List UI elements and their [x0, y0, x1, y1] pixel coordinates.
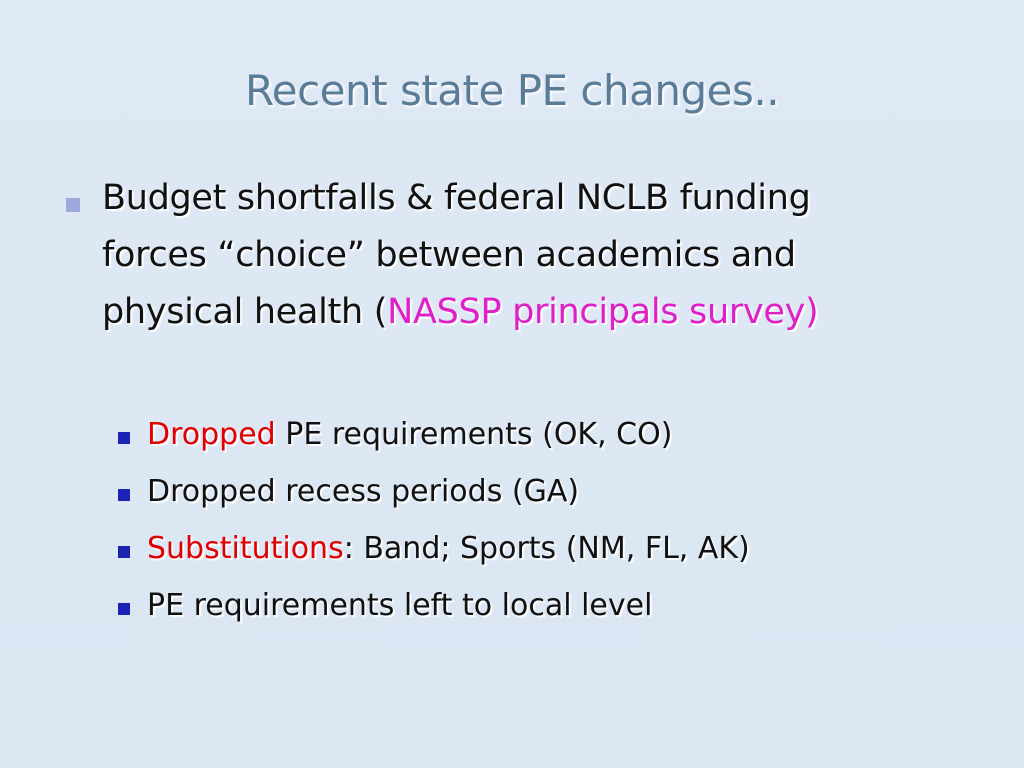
- sub-square-bullet-icon: [118, 432, 130, 444]
- main-bullet-line-1: Budget shortfalls & federal NCLB funding: [102, 178, 811, 218]
- sub-bullet-item-substitutions: [118, 522, 978, 579]
- sub-bullet-text: Dropped recess periods (GA): [147, 474, 580, 509]
- main-square-bullet-icon: [66, 198, 80, 212]
- sub-square-bullet-icon: [118, 489, 130, 501]
- sub-bullet-text: PE requirements (OK, CO): [275, 417, 673, 452]
- sub-square-bullet-icon: [118, 546, 130, 558]
- sub-square-bullet-icon: [118, 603, 130, 615]
- nassp-survey-highlight: NASSP principals survey): [387, 292, 819, 332]
- sub-bullet-text: : Band; Sports (NM, FL, AK): [343, 531, 750, 566]
- dropped-highlight: Dropped: [147, 417, 276, 452]
- main-bullet-line-3: [102, 284, 982, 341]
- main-bullet-line-2: forces “choice” between academics and: [102, 235, 796, 275]
- sub-bullet-item-dropped-pe: [118, 408, 978, 465]
- main-bullet-text: [102, 170, 982, 341]
- sub-bullet-list: [118, 408, 978, 636]
- sub-bullet-item-dropped-recess: [118, 465, 978, 522]
- main-bullet-line-3-prefix: physical health (: [102, 292, 388, 332]
- sub-bullet-text: PE requirements left to local level: [147, 588, 653, 623]
- substitutions-highlight: Substitutions: [147, 531, 344, 566]
- sub-bullet-item-local-level: [118, 579, 978, 636]
- slide-title: Recent state PE changes..: [244, 66, 780, 115]
